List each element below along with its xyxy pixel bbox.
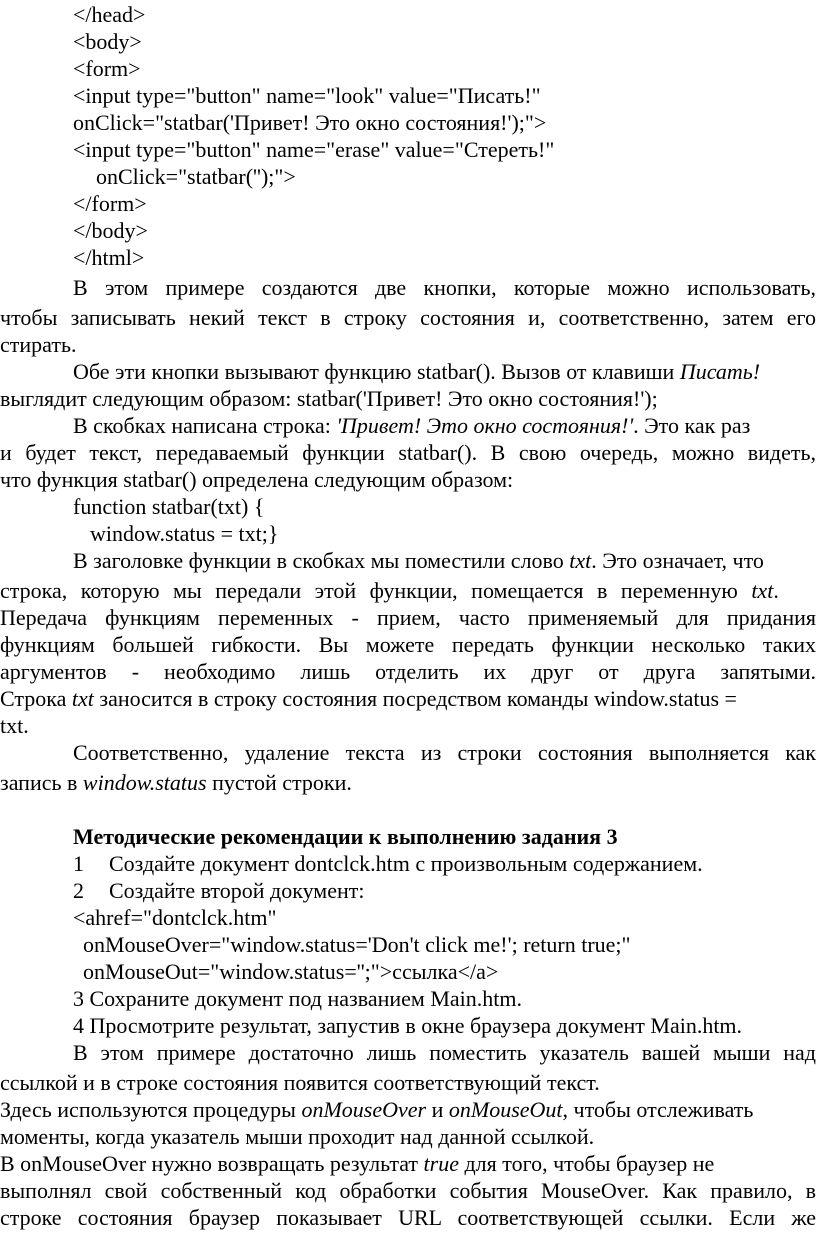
code-line: <ahref="dontclck.htm" bbox=[73, 905, 277, 930]
paragraph-line: Соответственно, удаление текста из строки состояния выполняется как bbox=[73, 740, 816, 765]
section-heading: Методические рекомендации к выполнению задания 3 bbox=[73, 824, 618, 849]
paragraph-line bbox=[0, 768, 816, 798]
paragraph-line: Передача функциям переменных - прием, часто применяемый для придания bbox=[0, 605, 816, 630]
list-item: 3 Сохраните документ под названием Main.htm. bbox=[73, 986, 522, 1011]
list-item bbox=[0, 876, 816, 906]
code-line: </head> bbox=[73, 2, 146, 27]
code-line: </html> bbox=[73, 245, 145, 270]
code-line: function statbar(txt) { bbox=[73, 494, 265, 519]
italic-run: txt bbox=[569, 548, 592, 573]
paragraph-line: что функция statbar() определена следующим образом: bbox=[0, 467, 514, 492]
italic-run: txt bbox=[751, 578, 774, 603]
italic-run: onMouseOver bbox=[301, 1097, 427, 1122]
italic-run: txt bbox=[71, 686, 94, 711]
paragraph-line: строке состояния браузер показывает URL соответствующей ссылки. Если же bbox=[0, 1205, 816, 1230]
paragraph-line: функциям большей гибкости. Вы можете передать функции несколько таких bbox=[0, 632, 816, 657]
text-run: пустой строки. bbox=[206, 770, 352, 795]
paragraph-line bbox=[0, 1095, 816, 1125]
text-run: Обе эти кнопки вызывают функцию statbar(). Вызов от клавиши bbox=[73, 359, 680, 384]
code-line: <input type="button" name="erase" value="Стереть!" bbox=[73, 137, 555, 162]
code-line: onMouseOver="window.status='Don't click me!'; return true;" bbox=[83, 932, 631, 957]
paragraph-line: В этом примере создаются две кнопки, которые можно использовать, bbox=[73, 275, 816, 300]
paragraph-line: стирать. bbox=[0, 332, 77, 357]
paragraph-line: выглядит следующим образом: statbar('Привет! Это окно состояния!'); bbox=[0, 386, 658, 411]
text-run: В onMouseOver нужно возвращать результат bbox=[0, 1151, 424, 1176]
text-run: запись в bbox=[0, 770, 83, 795]
list-number: 2 bbox=[73, 878, 84, 903]
text-run: В заголовке функции в скобках мы поместили слово bbox=[73, 548, 570, 573]
italic-run: onMouseOut bbox=[448, 1097, 563, 1122]
paragraph-line bbox=[0, 576, 816, 606]
italic-run: true bbox=[423, 1151, 459, 1176]
paragraph-line: чтобы записывать некий текст в строку состояния и, соответственно, затем его bbox=[0, 305, 816, 330]
paragraph-line bbox=[0, 411, 816, 441]
text-run: строка, которую мы передали этой функции, помещается в переменную bbox=[0, 578, 752, 603]
paragraph-line: моменты, когда указатель мыши проходит над данной ссылкой. bbox=[0, 1124, 595, 1149]
paragraph-line: В этом примере достаточно лишь поместить указатель вашей мыши над bbox=[73, 1040, 816, 1065]
paragraph-line: и будет текст, передаваемый функции statbar(). В свою очередь, можно видеть, bbox=[0, 440, 816, 465]
paragraph-line bbox=[0, 357, 816, 387]
paragraph-line: txt. bbox=[0, 713, 29, 738]
text-run: , чтобы отслеживать bbox=[562, 1097, 754, 1122]
list-text: Создайте второй документ: bbox=[109, 878, 365, 903]
text-run: Здесь используются процедуры bbox=[0, 1097, 302, 1122]
code-line: onClick="statbar('Привет! Это окно состояния!');"> bbox=[73, 110, 547, 135]
code-line: <body> bbox=[73, 29, 142, 54]
list-number: 1 bbox=[73, 851, 84, 876]
list-item bbox=[0, 849, 816, 879]
code-line: window.status = txt;} bbox=[90, 521, 279, 546]
text-run: . bbox=[773, 578, 779, 603]
code-line: </form> bbox=[73, 191, 147, 216]
list-text: Создайте документ dontclck.htm с произвольным содержанием. bbox=[109, 851, 703, 876]
paragraph-line: аргументов - необходимо лишь отделить их друг от друга запятыми. bbox=[0, 659, 816, 684]
paragraph-line bbox=[0, 684, 816, 714]
paragraph-line bbox=[0, 1149, 816, 1179]
code-line: </body> bbox=[73, 218, 148, 243]
text-run: . Это как раз bbox=[633, 413, 751, 438]
code-line: onMouseOut="window.status='';">ссылка</a> bbox=[83, 959, 499, 984]
italic-run: 'Привет! Это окно состояния!' bbox=[336, 413, 634, 438]
italic-run: Писать! bbox=[679, 359, 761, 384]
list-item: 4 Просмотрите результат, запустив в окне браузера документ Main.htm. bbox=[73, 1013, 743, 1038]
paragraph-line: ссылкой и в строке состояния появится соответствующий текст. bbox=[0, 1070, 600, 1095]
text-run: Строка bbox=[0, 686, 72, 711]
paragraph-line: выполнял свой собственный код обработки события MouseOver. Как правило, в bbox=[0, 1178, 816, 1203]
text-run: В скобках написана строка: bbox=[73, 413, 337, 438]
italic-run: window.status bbox=[82, 770, 207, 795]
paragraph-line bbox=[0, 546, 816, 576]
code-line: <input type="button" name="look" value="Писать!" bbox=[73, 83, 541, 108]
text-run: и bbox=[426, 1097, 449, 1122]
text-run: заносится в строку состояния посредством команды window.status = bbox=[93, 686, 737, 711]
code-line: onClick="statbar('');"> bbox=[96, 164, 296, 189]
text-run: . Это означает, что bbox=[591, 548, 764, 573]
code-line: <form> bbox=[73, 56, 141, 81]
text-run: для того, чтобы браузер не bbox=[458, 1151, 715, 1176]
